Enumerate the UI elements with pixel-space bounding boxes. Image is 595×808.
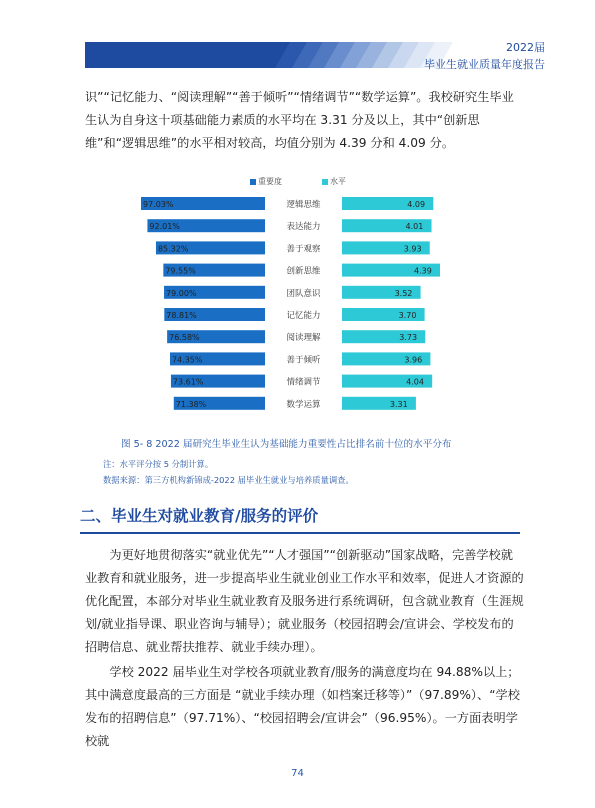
legend-level-label: 水平 — [330, 177, 346, 186]
category-label: 善于观察 — [286, 244, 321, 255]
category-label: 创新思维 — [286, 266, 321, 277]
header-title: 毕业生就业质量年度报告 — [424, 58, 545, 71]
importance-label: 76.58% — [169, 333, 200, 343]
header-year: 2022届 — [506, 41, 545, 54]
section-paragraph-1 — [85, 544, 525, 659]
intro-text: 识”“记忆能力、“阅读理解”“善于倾听”“情绪调节”“数学运算”。我校研究生毕业生认为自身这十项基础能力素质的水平均在 3.31 分及以上，其中“创新思维”和“逻辑思维”的水平相对较高，均值分别为 4.39 分和 4.09 分。 — [85, 90, 514, 150]
importance-label: 78.81% — [166, 311, 197, 320]
level-label: 4.39 — [414, 266, 432, 276]
level-label: 3.73 — [399, 333, 418, 343]
category-label: 团队意识 — [286, 288, 321, 299]
importance-label: 79.55% — [165, 266, 196, 276]
category-label: 表达能力 — [286, 222, 321, 233]
category-label: 记忆能力 — [286, 311, 321, 321]
figure-caption: 图 5- 8 2022 届研究生毕业生认为基础能力重要性占比排名前十位的水平分布 — [121, 439, 452, 450]
level-label: 4.04 — [406, 377, 424, 387]
figure-source: 数据来源：第三方机构新锦成-2022 届毕业生就业与培养质量调查。 — [103, 475, 354, 485]
section-text-1: 为更好地贯彻落实“就业优先”“人才强国”“创新驱动”国家战略，完善学校就业教育和就业服务，进一步提高毕业生就业创业工作水平和效率，促进人才资源的优化配置，本部分对毕业生就业教育及服务进行系统调研，包含就业教育（生涯规划/就业指导课、职业咨询与辅导）；就业服务（校园招聘会/宣讲会、学校发布的招聘信息、就业帮扶推荐、就业手续办理）。 — [85, 548, 524, 654]
section-title: 二、毕业生对就业教育/服务的评价 — [80, 507, 319, 525]
importance-label: 73.61% — [172, 377, 204, 387]
level-label: 3.96 — [404, 355, 423, 365]
importance-label: 85.32% — [157, 244, 189, 254]
category-label: 善于倾听 — [286, 355, 321, 366]
legend-importance-label: 重要度 — [258, 177, 282, 186]
level-label: 3.70 — [398, 311, 417, 320]
category-label: 阅读理解 — [286, 333, 321, 344]
importance-label: 71.38% — [175, 399, 207, 409]
category-label: 逻辑思维 — [286, 200, 321, 210]
page-number: 74 — [291, 768, 304, 779]
category-label: 情绪调节 — [286, 377, 321, 388]
importance-label: 97.03% — [143, 200, 174, 209]
level-label: 4.01 — [405, 222, 424, 232]
level-label: 4.09 — [407, 200, 426, 209]
importance-label: 92.01% — [149, 222, 180, 232]
importance-label: 74.35% — [171, 355, 203, 365]
section-text-2: 学校 2022 届毕业生对学校各项就业教育/服务的满意度均在 94.88%以上；其中满意度最高的三方面是 “就业手续办理（如档案迁移等）”（97.89%）、“学校发布的招聘信息”（97.71%）、“校园招聘会/宣讲会”（96.95%）。一方面表明学校就 — [85, 665, 520, 748]
category-label: 数学运算 — [286, 399, 321, 410]
section-paragraph-2 — [85, 661, 525, 753]
section-divider — [80, 532, 520, 534]
level-label: 3.31 — [389, 399, 408, 409]
level-label: 3.93 — [403, 244, 422, 254]
importance-label: 79.00% — [166, 288, 197, 298]
figure-note: 注：水平评分按 5 分制计算。 — [103, 459, 214, 469]
level-label: 3.52 — [394, 288, 413, 298]
